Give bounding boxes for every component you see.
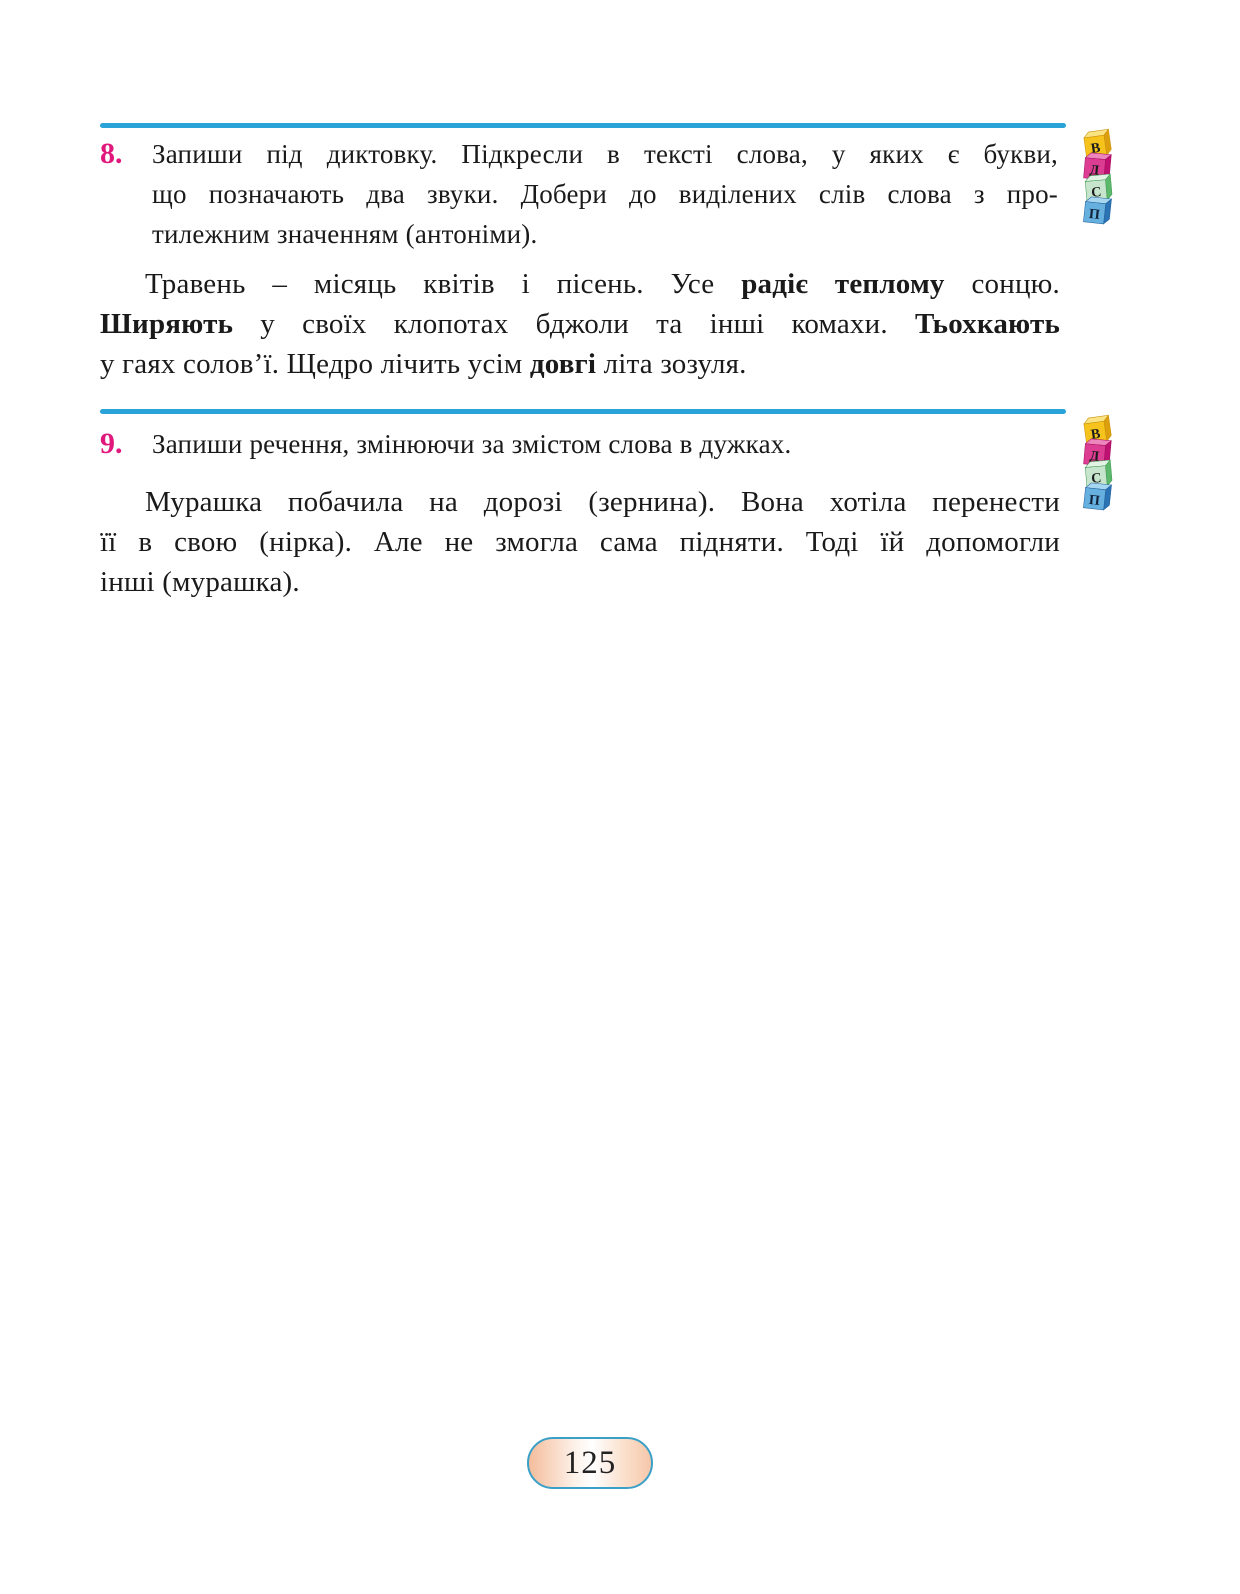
page-number-badge [527, 1437, 653, 1489]
section-divider-top [100, 123, 1066, 128]
exercise-9-number: 9. [100, 427, 123, 460]
passage-line [100, 522, 1060, 562]
passage-segment-bold: довгі [529, 348, 597, 380]
sentences-passage [100, 482, 1060, 602]
alphabet-blocks-icon [1076, 412, 1128, 516]
passage-segment: сонцю. [944, 268, 1060, 300]
passage-line [100, 344, 1060, 384]
passage-segment: Мурашка побачила на дорозі (зернина). Вона хотіла перенести [145, 486, 1060, 518]
passage-segment: літа зозуля. [596, 348, 747, 380]
passage-segment-bold: радіє теплому [741, 268, 945, 300]
passage-line [100, 482, 1060, 522]
passage-segment-bold: Тьохкають [914, 308, 1060, 340]
section-divider-middle [100, 409, 1066, 414]
passage-segment: у своїх клопотах бджоли та інші комахи. [233, 308, 915, 340]
page-number: 125 [563, 1444, 617, 1481]
dictation-passage [100, 264, 1060, 384]
instruction-line: що позначають два звуки. Добери до виділених слів слова з про- [152, 179, 1058, 209]
alphabet-blocks-icon [1076, 126, 1128, 230]
passage-segment: Травень – місяць квітів і пісень. Усе [145, 268, 742, 300]
passage-segment: інші (мурашка). [100, 566, 300, 598]
passage-segment: у гаях солов’ї. Щедро лічить усім [100, 348, 530, 380]
passage-line [100, 304, 1060, 344]
exercise-8-number: 8. [100, 137, 123, 170]
passage-line [100, 562, 1060, 602]
instruction-line: Запиши речення, змінюючи за змістом слова в дужках. [152, 429, 792, 459]
instruction-line: Запиши під диктовку. Підкресли в тексті слова, у яких є букви, [152, 139, 1058, 169]
passage-segment-bold: Ширяють [100, 308, 234, 340]
exercise-9-instruction [152, 424, 1058, 464]
exercise-8 [100, 134, 1058, 254]
passage-segment: її в свою (нірка). Але не змогла сама підняти. Тоді їй допомогли [100, 526, 1060, 558]
passage-line [100, 264, 1060, 304]
exercise-9 [100, 424, 1058, 464]
exercise-8-instruction [152, 134, 1058, 254]
instruction-line: тилежним значенням (антоніми). [152, 219, 538, 249]
